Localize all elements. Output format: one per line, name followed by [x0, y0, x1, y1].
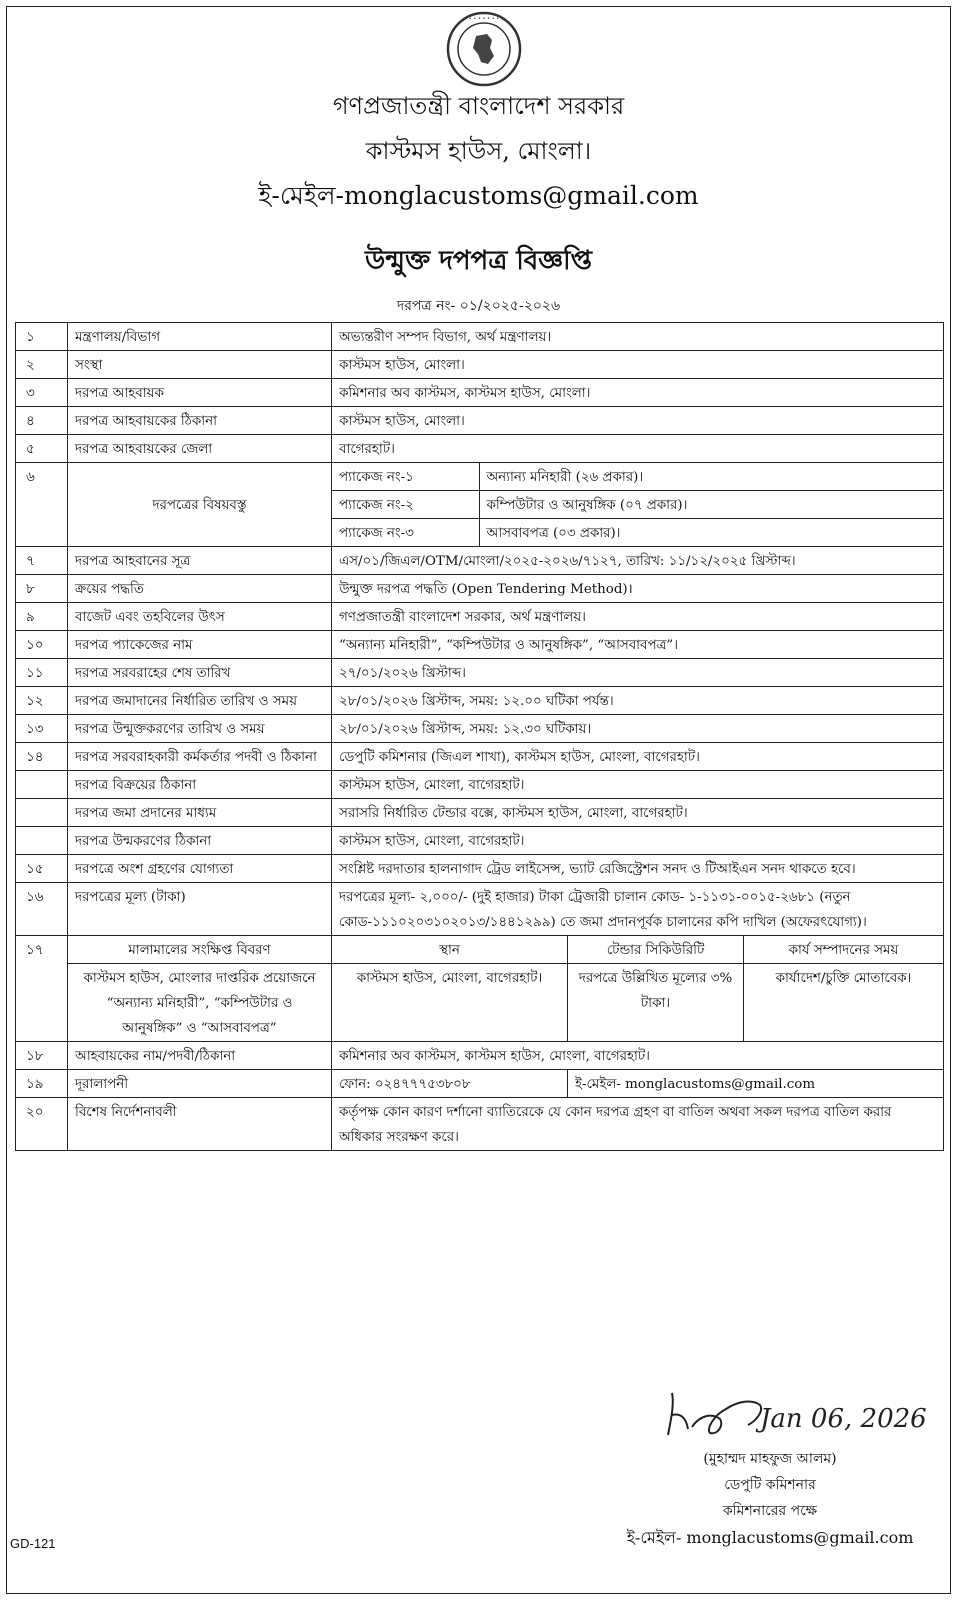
table-row: ১৮ আহবায়কের নাম/পদবী/ঠিকানা কমিশনার অব কাস্টমস, কাস্টমস হাউস, মোংলা, বাগেরহাট। [16, 1042, 944, 1070]
header-email: ই-মেইল-monglacustoms@gmail.com [258, 181, 699, 210]
table-row: ১০ দরপত্র প্যাকেজের নাম “অন্যান্য মনিহারী”, “কম্পিউটার ও আনুষঙ্গিক”, “আসবাবপত্র”। [16, 631, 944, 659]
package-list [332, 463, 943, 546]
header-office: কাস্টমস হাউস, মোংলা। [365, 137, 592, 165]
table-row: ১ মন্ত্রণালয়/বিভাগ অভ্যন্তরীণ সম্পদ বিভাগ, অর্থ মন্ত্রণালয়। [16, 323, 944, 351]
table-row: ৫ দরপত্র আহবায়কের জেলা বাগেরহাট। [16, 435, 944, 463]
table-row: ৮ ক্রয়ের পদ্ধতি উন্মুক্ত দরপত্র পদ্ধতি (Open Tendering Method)। [16, 575, 944, 603]
tender-table [15, 322, 944, 1151]
table-row: ৭ দরপত্র আহবানের সূত্র এস/০১/জিএল/OTM/মোংলা/২০২৫-২০২৬/৭১২৭, তারিখ: ১১/১২/২০২৫ খ্রিস্টাব্দ। [16, 547, 944, 575]
package-row: প্যাকেজ নং-১ অন্যান্য মনিহারী (২৬ প্রকার)। [332, 463, 943, 491]
table-row-goods-header: ১৭ মালামালের সংক্ষিপ্ত বিবরণ স্থান টেন্ডার সিকিউরিটি কার্য সম্পাদনের সময় [16, 936, 944, 964]
phone-number: ফোন: ০২৪৭৭৭৫৩৮০৮ [332, 1070, 568, 1098]
contact-email: ই-মেইল- monglacustoms@gmail.com [568, 1070, 944, 1098]
handwritten-signature [660, 1385, 930, 1445]
svg-text:Jan 06, 2026: Jan 06, 2026 [760, 1404, 927, 1434]
table-row: ১৪ দরপত্র সরবরাহকারী কর্মকর্তার পদবী ও ঠিকানা ডেপুটি কমিশনার (জিএল শাখা), কাস্টমস হাউস, মোংলা, বাগেরহাট। [16, 743, 944, 771]
tender-number: দরপত্র নং- ০১/২০২৫-২০২৬ [396, 298, 561, 314]
table-row-packages: ৬ দরপত্রের বিষয়বস্তু প্যাকেজ নং-১ অন্যান্য মনিহারী (২৬ প্রকার)। প্যাকেজ নং-২ কম্পিউটার ও আনুষঙ্গিক (০৭ প্রকার)। প্যাকেজ নং-৩ আসবাবপত্র (০৩ প্রকার)। [16, 463, 944, 547]
header-government: গণপ্রজাতন্ত্রী বাংলাদেশ সরকার [332, 92, 625, 120]
table-row: ৪ দরপত্র আহবায়কের ঠিকানা কাস্টমস হাউস, মোংলা। [16, 407, 944, 435]
table-row: ১৩ দরপত্র উন্মুক্তকরণের তারিখ ও সময় ২৮/০১/২০২৬ খ্রিস্টাব্দ, সময়: ১২.৩০ ঘটিকায়। [16, 715, 944, 743]
table-row: ২০ বিশেষ নির্দেশনাবলী কর্তৃপক্ষ কোন কারণ দর্শানো ব্যাতিরেকে যে কোন দরপত্র গ্রহণ বা বাতিল অথবা সকল দরপত্র বাতিল করার অধিকার সংরক্ষণ করে। [16, 1098, 944, 1151]
table-row-goods: কাস্টমস হাউস, মোংলার দাপ্তরিক প্রয়োজনে “অন্যান্য মনিহারী”, “কম্পিউটার ও আনুষঙ্গিক” ও “আসবাবপত্র” কাস্টমস হাউস, মোংলা, বাগেরহাট। দরপত্রে উল্লিখিত মূল্যের ৩% টাকা। কার্যাদেশ/চুক্তি মোতাবেক। [16, 964, 944, 1042]
government-seal-icon [445, 10, 523, 88]
footer-code: GD-121 [10, 1536, 56, 1551]
table-row: ১১ দরপত্র সরবরাহের শেষ তারিখ ২৭/০১/২০২৬ খ্রিস্টাব্দ। [16, 659, 944, 687]
table-row: দরপত্র জমা প্রদানের মাধ্যম সরাসরি নির্ধারিত টেন্ডার বক্সে, কাস্টমস হাউস, মোংলা, বাগেরহাট। [16, 799, 944, 827]
table-row: ৯ বাজেট এবং তহবিলের উৎস গণপ্রজাতন্ত্রী বাংলাদেশ সরকার, অর্থ মন্ত্রণালয়। [16, 603, 944, 631]
table-row: ১২ দরপত্র জমাদানের নির্ধারিত তারিখ ও সময় ২৮/০১/২০২৬ খ্রিস্টাব্দ, সময়: ১২.০০ ঘটিকা পর্যন্ত। [16, 687, 944, 715]
table-row: ১৫ দরপত্রে অংশ গ্রহণের যোগ্যতা সংশ্লিষ্ট দরদাতার হালনাগাদ ট্রেড লাইসেন্স, ভ্যাট রেজিস্ট্রেশন সনদ ও টিআইএন সনদ থাকতে হবে। [16, 855, 944, 883]
package-row: প্যাকেজ নং-২ কম্পিউটার ও আনুষঙ্গিক (০৭ প্রকার)। [332, 491, 943, 519]
table-row-contact: ১৯ দূরালাপনী ফোন: ০২৪৭৭৭৫৩৮০৮ ই-মেইল- monglacustoms@gmail.com [16, 1070, 944, 1098]
table-row: দরপত্র বিক্রয়ের ঠিকানা কাস্টমস হাউস, মোংলা, বাগেরহাট। [16, 771, 944, 799]
table-row: দরপত্র উন্মকরণের ঠিকানা কাস্টমস হাউস, মোংলা, বাগেরহাট। [16, 827, 944, 855]
signatory-email: ই-মেইল- monglacustoms@gmail.com [626, 1528, 914, 1547]
signatory-on-behalf: কমিশনারের পক্ষে [722, 1503, 818, 1519]
package-row: প্যাকেজ নং-৩ আসবাবপত্র (০৩ প্রকার)। [332, 519, 943, 547]
signatory-designation: ডেপুটি কমিশনার [724, 1477, 816, 1493]
table-row: ২ সংস্থা কাস্টমস হাউস, মোংলা। [16, 351, 944, 379]
svg-text:• • • • • • •: • • • • • • • [468, 16, 500, 22]
table-row: ১৬ দরপত্রের মূল্য (টাকা) দরপত্রের মূল্য- ২,০০০/- (দুই হাজার) টাকা ট্রেজারী চালান কোড- ১-১১৩১-০০১৫-২৬৮১ (নতুন কোড-১১১০২০৩১০২০১৩/১৪৪১২৯৯) তে জমা প্রদানপূর্বক চালানের কপি দাখিল (অফেরৎযোগ্য)। [16, 883, 944, 936]
signatory-name: (মুহাম্মদ মাহফুজ আলম) [703, 1451, 837, 1467]
table-row: ৩ দরপত্র আহবায়ক কমিশনার অব কাস্টমস, কাস্টমস হাউস, মোংলা। [16, 379, 944, 407]
notice-title: উন্মুক্ত দপপত্র বিজ্ঞপ্তি [365, 246, 592, 276]
